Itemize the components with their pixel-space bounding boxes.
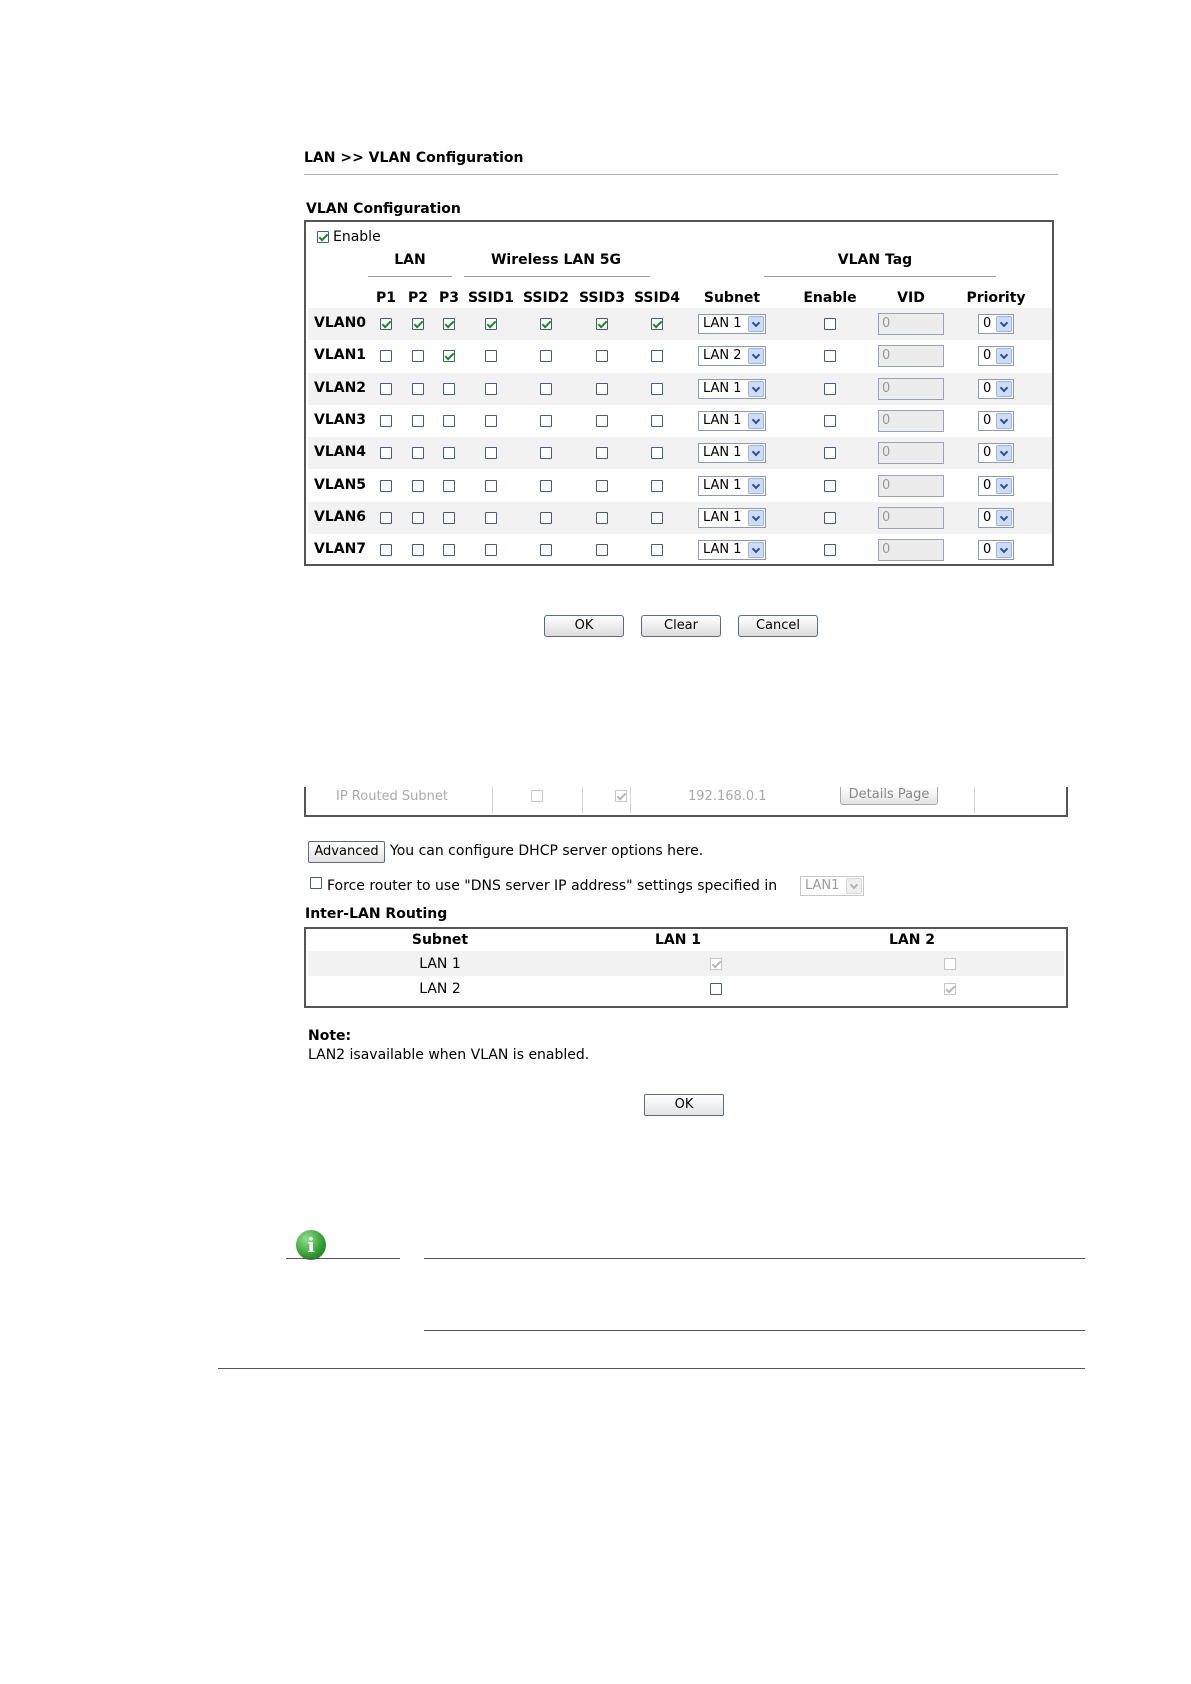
chevron-down-icon [748, 510, 764, 526]
vid-input[interactable]: 0 [878, 475, 944, 497]
subnet-select-value: LAN 2 [703, 348, 742, 364]
vlan-port-checkbox[interactable] [485, 512, 497, 524]
vlan-port-checkbox[interactable] [380, 318, 392, 330]
vlan-port-checkbox[interactable] [651, 480, 663, 492]
vlan-port-checkbox[interactable] [540, 383, 552, 395]
vlan-port-checkbox[interactable] [540, 512, 552, 524]
ip-routed-subnet-label: IP Routed Subnet [336, 789, 449, 804]
cancel-button[interactable]: Cancel [738, 615, 818, 637]
vlan-port-checkbox[interactable] [443, 512, 455, 524]
priority-select[interactable] [978, 476, 1014, 496]
vlan-tag-enable-checkbox[interactable] [824, 383, 836, 395]
fragment-separator [630, 787, 631, 813]
column-header: SSID4 [633, 290, 681, 306]
force-dns-text: Force router to use "DNS server IP address" settings specified in [327, 878, 778, 894]
routing-row-subnet: LAN 1 [419, 956, 461, 972]
breadcrumb-divider [304, 174, 1058, 175]
info-icon: i [296, 1230, 326, 1260]
column-header: SSID1 [467, 290, 515, 306]
chevron-down-icon [996, 413, 1012, 429]
vlan-port-checkbox[interactable] [380, 512, 392, 524]
chevron-down-icon [748, 381, 764, 397]
fragment-separator [582, 787, 583, 813]
vlan-port-checkbox[interactable] [443, 383, 455, 395]
vid-input[interactable]: 0 [878, 378, 944, 400]
page-bottom-divider [218, 1368, 1085, 1369]
vlan-row-label: VLAN2 [314, 379, 367, 396]
ok-button[interactable]: OK [544, 615, 624, 637]
vlan-row-label: VLAN6 [314, 508, 367, 525]
subnet-select[interactable] [698, 314, 766, 334]
vlan-port-checkbox[interactable] [540, 480, 552, 492]
vlan-port-checkbox[interactable] [380, 415, 392, 427]
routing-header-lan2: LAN 2 [888, 932, 936, 948]
group-line-wireless [464, 276, 650, 277]
ip-routed-checkbox[interactable] [531, 790, 543, 802]
note-text: LAN2 isavailable when VLAN is enabled. [308, 1047, 590, 1063]
vlan-port-checkbox[interactable] [412, 350, 424, 362]
vlan-row-label: VLAN5 [314, 476, 367, 493]
routing-header-subnet: Subnet [411, 932, 469, 948]
priority-select-value: 0 [983, 542, 992, 558]
vlan-port-checkbox[interactable] [651, 415, 663, 427]
chevron-down-icon [748, 316, 764, 332]
chevron-down-icon [846, 878, 862, 894]
vlan-port-checkbox[interactable] [443, 544, 455, 556]
subnet-select-value: LAN 1 [703, 412, 742, 428]
chevron-down-icon [996, 316, 1012, 332]
column-header: SSID3 [578, 290, 626, 306]
subnet-select-value: LAN 1 [703, 477, 742, 493]
routing-lan1-lan2-checkbox[interactable] [944, 958, 956, 970]
priority-select-value: 0 [983, 316, 992, 331]
vlan-port-checkbox[interactable] [412, 480, 424, 492]
details-page-button[interactable]: Details Page [840, 787, 938, 805]
vlan-port-checkbox[interactable] [443, 447, 455, 459]
vlan-port-checkbox[interactable] [412, 447, 424, 459]
chevron-down-icon [748, 445, 764, 461]
vlan-port-checkbox[interactable] [443, 480, 455, 492]
vlan-port-checkbox[interactable] [651, 512, 663, 524]
chevron-down-icon [996, 381, 1012, 397]
vlan-port-checkbox[interactable] [651, 447, 663, 459]
subnet-select[interactable] [698, 411, 766, 431]
fragment-separator [492, 787, 493, 813]
force-dns-select-value: LAN1 [805, 878, 840, 893]
vlan-enable-label: Enable [333, 229, 381, 245]
force-dns-lan-select[interactable] [800, 876, 864, 896]
vlan-port-checkbox[interactable] [651, 544, 663, 556]
vlan-port-checkbox[interactable] [485, 447, 497, 459]
column-header: SSID2 [522, 290, 570, 306]
priority-select[interactable] [978, 411, 1014, 431]
vid-input[interactable]: 0 [878, 539, 944, 561]
vid-input[interactable]: 0 [878, 345, 944, 367]
vlan-port-checkbox[interactable] [380, 544, 392, 556]
priority-select-value: 0 [983, 509, 992, 525]
vid-input[interactable]: 0 [878, 313, 944, 335]
vlan-port-checkbox[interactable] [412, 415, 424, 427]
column-header: VID [897, 290, 925, 306]
vlan-row-label: VLAN3 [314, 411, 367, 428]
vlan-port-checkbox[interactable] [380, 480, 392, 492]
priority-select[interactable] [978, 314, 1014, 334]
vlan-tag-enable-checkbox[interactable] [824, 318, 836, 330]
vlan-port-checkbox[interactable] [651, 383, 663, 395]
chevron-down-icon [996, 542, 1012, 558]
vlan-row-label: VLAN0 [314, 315, 367, 331]
info-divider [286, 1258, 400, 1259]
vlan-port-checkbox[interactable] [412, 383, 424, 395]
priority-select[interactable] [978, 443, 1014, 463]
vlan-section-title: VLAN Configuration [306, 201, 461, 217]
subnet-select[interactable] [698, 476, 766, 496]
vlan-port-checkbox[interactable] [596, 480, 608, 492]
advanced-button[interactable]: Advanced [308, 841, 385, 863]
priority-select[interactable] [978, 379, 1014, 399]
vlan-port-checkbox[interactable] [485, 383, 497, 395]
routing-lan2-lan2-checkbox[interactable] [944, 983, 956, 995]
vlan-port-checkbox[interactable] [380, 350, 392, 362]
chevron-down-icon [748, 542, 764, 558]
force-dns-checkbox[interactable] [310, 877, 322, 889]
priority-select[interactable] [978, 346, 1014, 366]
routing-header-lan1: LAN 1 [654, 932, 702, 948]
priority-select-value: 0 [983, 412, 992, 428]
column-header: P1 [375, 290, 396, 306]
vlan-enable-checkbox[interactable] [317, 231, 329, 243]
inter-lan-title: Inter-LAN Routing [305, 906, 448, 922]
routing-lan1-lan1-checkbox[interactable] [710, 958, 722, 970]
vlan-port-checkbox[interactable] [412, 318, 424, 330]
info-divider [424, 1258, 1085, 1259]
group-header-lan: LAN [394, 252, 426, 268]
chevron-down-icon [996, 478, 1012, 494]
subnet-select[interactable] [698, 508, 766, 528]
vlan-tag-enable-checkbox[interactable] [824, 544, 836, 556]
subnet-select[interactable] [698, 346, 766, 366]
subnet-select-value: LAN 1 [703, 509, 742, 525]
vlan-row-label: VLAN7 [314, 541, 367, 558]
vlan-port-checkbox[interactable] [596, 544, 608, 556]
group-line-vlan-tag [764, 276, 996, 277]
vid-input[interactable]: 0 [878, 410, 944, 432]
vlan-port-checkbox[interactable] [412, 544, 424, 556]
routing-row-subnet: LAN 2 [419, 981, 461, 997]
breadcrumb: LAN >> VLAN Configuration [304, 150, 524, 166]
group-header-vlan-tag: VLAN Tag [837, 252, 913, 268]
group-header-wireless: Wireless LAN 5G [490, 252, 622, 268]
column-header: P2 [407, 290, 428, 306]
vlan-tag-enable-checkbox[interactable] [824, 447, 836, 459]
chevron-down-icon [996, 348, 1012, 364]
vlan-port-checkbox[interactable] [540, 415, 552, 427]
fragment-separator [974, 787, 975, 813]
routing-lan2-lan1-checkbox[interactable] [710, 983, 722, 995]
vlan-port-checkbox[interactable] [596, 350, 608, 362]
vlan-port-checkbox[interactable] [443, 318, 455, 330]
vlan-port-checkbox[interactable] [485, 350, 497, 362]
vlan-row-label: VLAN1 [314, 347, 367, 364]
chevron-down-icon [748, 348, 764, 364]
column-header: P3 [438, 290, 459, 306]
vlan-port-checkbox[interactable] [412, 512, 424, 524]
chevron-down-icon [748, 413, 764, 429]
priority-select[interactable] [978, 540, 1014, 560]
vlan-row-label: VLAN4 [314, 444, 367, 461]
column-header: Subnet [703, 290, 761, 306]
subnet-select-value: LAN 1 [703, 542, 742, 558]
priority-select-value: 0 [983, 348, 992, 364]
clear-button[interactable]: Clear [641, 615, 721, 637]
subnet-select-value: LAN 1 [703, 445, 742, 461]
priority-select-value: 0 [983, 445, 992, 461]
chevron-down-icon [996, 510, 1012, 526]
vlan-port-checkbox[interactable] [540, 544, 552, 556]
vlan-port-checkbox[interactable] [380, 383, 392, 395]
vlan-port-checkbox[interactable] [443, 350, 455, 362]
column-header: Priority [966, 290, 1026, 306]
subnet-select[interactable] [698, 443, 766, 463]
chevron-down-icon [748, 478, 764, 494]
priority-select-value: 0 [983, 380, 992, 396]
vlan-port-checkbox[interactable] [485, 544, 497, 556]
note-title: Note: [308, 1028, 352, 1044]
subnet-select-value: LAN 1 [703, 316, 742, 331]
vlan-port-checkbox[interactable] [596, 383, 608, 395]
info-divider [424, 1330, 1085, 1331]
vlan-port-checkbox[interactable] [596, 512, 608, 524]
vlan-port-checkbox[interactable] [651, 350, 663, 362]
vlan-tag-enable-checkbox[interactable] [824, 350, 836, 362]
vlan-tag-enable-checkbox[interactable] [824, 415, 836, 427]
ok-button[interactable]: OK [644, 1094, 724, 1116]
ip-routed-address: 192.168.0.1 [688, 789, 767, 804]
vlan-port-checkbox[interactable] [485, 480, 497, 492]
vlan-port-checkbox[interactable] [540, 318, 552, 330]
vlan-tag-enable-checkbox[interactable] [824, 480, 836, 492]
inter-lan-routing-table [304, 927, 1068, 1008]
vlan-port-checkbox[interactable] [596, 415, 608, 427]
vlan-port-checkbox[interactable] [485, 318, 497, 330]
vlan-config-panel [304, 220, 1054, 566]
advanced-description: You can configure DHCP server options here. [390, 843, 704, 859]
vlan-port-checkbox[interactable] [596, 318, 608, 330]
subnet-select[interactable] [698, 379, 766, 399]
group-line-lan [368, 276, 452, 277]
priority-select[interactable] [978, 508, 1014, 528]
priority-select-value: 0 [983, 477, 992, 493]
vlan-port-checkbox[interactable] [540, 350, 552, 362]
ip-routed-dhcp-checkbox[interactable] [615, 790, 627, 802]
chevron-down-icon [996, 445, 1012, 461]
subnet-select[interactable] [698, 540, 766, 560]
vlan-port-checkbox[interactable] [485, 415, 497, 427]
vlan-port-checkbox[interactable] [596, 447, 608, 459]
vid-input[interactable]: 0 [878, 507, 944, 529]
vid-input[interactable]: 0 [878, 442, 944, 464]
column-header: Enable [803, 290, 857, 306]
vlan-port-checkbox[interactable] [380, 447, 392, 459]
vlan-tag-enable-checkbox[interactable] [824, 512, 836, 524]
vlan-port-checkbox[interactable] [651, 318, 663, 330]
subnet-select-value: LAN 1 [703, 380, 742, 396]
vlan-port-checkbox[interactable] [443, 415, 455, 427]
vlan-port-checkbox[interactable] [540, 447, 552, 459]
